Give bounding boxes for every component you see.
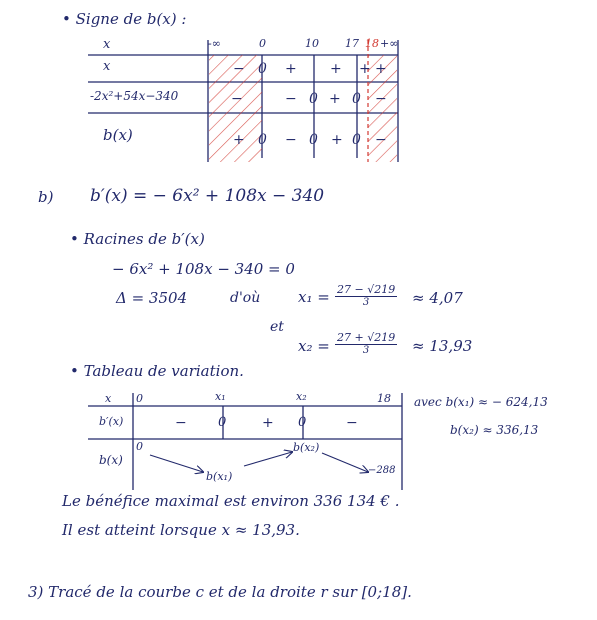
et-word: et <box>270 319 284 335</box>
conclusion-line-1: Le bénéfice maximal est environ 336 134 € . <box>62 492 400 510</box>
sign-row1-cell-4: + <box>359 61 371 77</box>
var-b-point-0: 0 <box>136 440 143 453</box>
var-deriv-label: b′(x) <box>99 415 124 428</box>
sign-row2-cell-5: − <box>375 91 387 107</box>
sign-row2-cell-1: − <box>285 91 297 107</box>
sign-row1-label: x <box>103 59 111 74</box>
delta-value: Δ = 3504 <box>116 289 188 307</box>
sign-row1-cell-2: + <box>285 61 297 77</box>
sign-row2-cell-2: 0 <box>309 91 318 107</box>
var-x-val-3: 18 <box>377 392 391 405</box>
sign-x-val-3: 17 <box>345 37 359 50</box>
sign-x-val-4: 18 <box>365 37 379 50</box>
sign-x-val-5: +∞ <box>380 37 399 50</box>
derivative-formula: b′(x) = − 6x² + 108x − 340 <box>90 186 325 206</box>
part-b-label: b) <box>38 188 54 206</box>
sign-x-val-1: 0 <box>259 37 266 50</box>
sign-row1-cell-3: + <box>330 61 342 77</box>
sign-x-val-0: -∞ <box>208 37 221 50</box>
roots-equation: − 6x² + 108x − 340 = 0 <box>112 260 295 278</box>
var-b-point-2: b(x₂) <box>293 441 320 454</box>
x2-numerator: 27 + √219 <box>337 331 396 344</box>
sign-row2-cell-0: − <box>231 91 243 107</box>
variation-arrows <box>150 452 368 472</box>
x1-numerator: 27 − √219 <box>337 283 396 296</box>
x2-label: x₂ = <box>298 337 330 355</box>
sign-row1-cell-1: 0 <box>258 61 267 77</box>
x2-fraction <box>335 332 397 356</box>
var-deriv-sign-0: − <box>175 415 187 431</box>
var-b-point-1: b(x₁) <box>206 470 233 483</box>
sign-row1-cell-0: − <box>233 61 245 77</box>
sign-row3-cell-3: 0 <box>309 132 318 148</box>
donc-word: d'où <box>230 290 261 306</box>
var-x-val-2: x₂ <box>296 390 307 403</box>
x2-denominator: 3 <box>362 345 370 356</box>
sign-heading: • Signe de b(x) : <box>62 10 187 28</box>
var-deriv-sign-4: − <box>346 415 358 431</box>
x1-label: x₁ = <box>298 288 330 306</box>
var-deriv-sign-1: 0 <box>218 415 227 430</box>
sign-row1-cell-5: + <box>375 61 387 77</box>
sign-row2-label: -2x²+54x−340 <box>90 89 179 103</box>
var-x-val-0: 0 <box>136 392 143 405</box>
sign-row2-cell-3: + <box>329 91 341 107</box>
sign-x-val-2: 10 <box>305 37 319 50</box>
sign-row3-cell-5: 0 <box>352 132 361 148</box>
sign-x-header-label: x <box>103 37 111 52</box>
x2-approx: ≈ 13,93 <box>412 337 473 355</box>
sign-row3-cell-6: − <box>375 132 387 148</box>
x1-fraction <box>335 284 397 308</box>
sign-row3-cell-2: − <box>285 132 297 148</box>
var-deriv-sign-3: 0 <box>298 415 307 430</box>
x1-approx: ≈ 4,07 <box>412 289 463 307</box>
sign-row3-cell-1: 0 <box>258 132 267 148</box>
var-x-val-1: x₁ <box>215 390 226 403</box>
var-b-point-3: −288 <box>368 465 396 476</box>
part-3-text: 3) Tracé de la courbe c et de la droite r sur [0;18]. <box>28 583 412 601</box>
var-deriv-sign-2: + <box>262 415 274 431</box>
sign-row3-label: b(x) <box>103 126 133 144</box>
side-note-1: avec b(x₁) ≈ − 624,13 <box>414 395 548 409</box>
conclusion-line-2: Il est atteint lorsque x ≈ 13,93. <box>62 521 300 539</box>
sign-row2-cell-4: 0 <box>352 91 361 107</box>
side-note-2: b(x₂) ≈ 336,13 <box>450 423 539 437</box>
x1-denominator: 3 <box>362 297 370 308</box>
variation-heading: • Tableau de variation. <box>70 362 244 380</box>
var-b-label: b(x) <box>99 453 123 467</box>
roots-heading: • Racines de b′(x) <box>70 230 205 248</box>
sign-row3-cell-4: + <box>331 132 343 148</box>
var-x-label: x <box>105 392 112 405</box>
sign-row3-cell-0: + <box>233 132 245 148</box>
